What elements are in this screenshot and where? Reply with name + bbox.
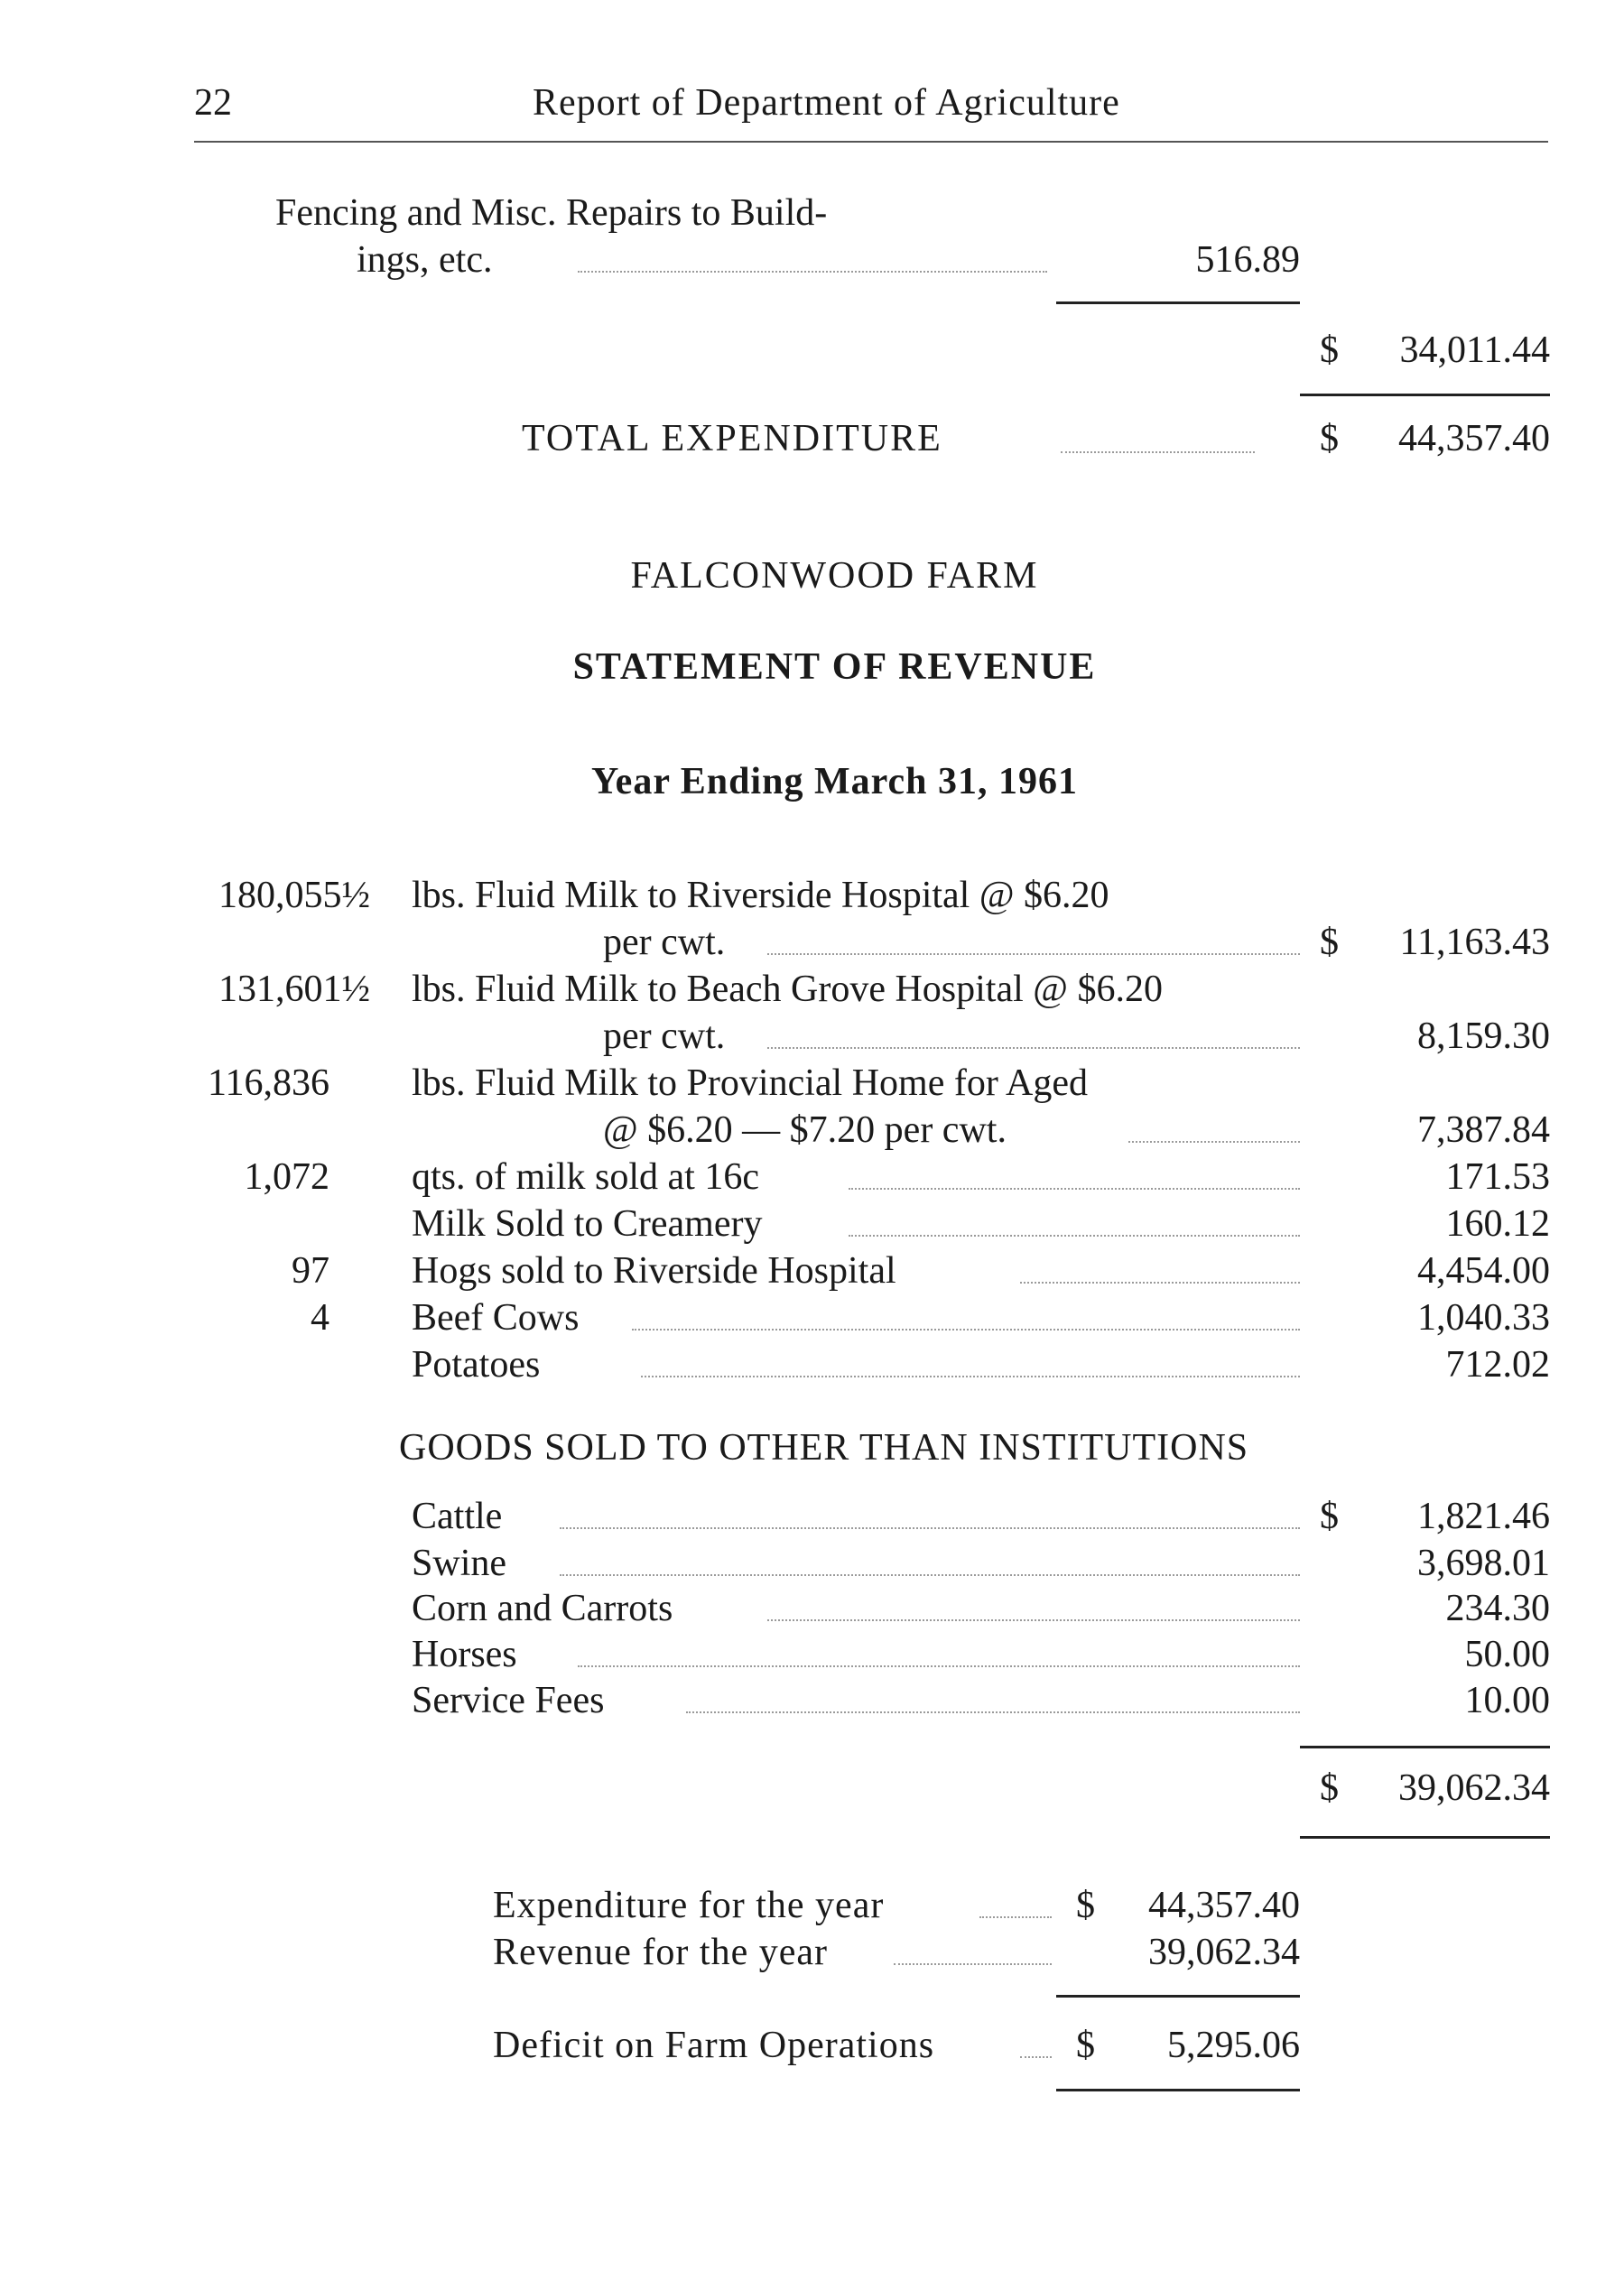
expenditure-amount: 44,357.40 — [1148, 1885, 1300, 1926]
revenue-desc: Hogs sold to Riverside Hospital — [412, 1250, 896, 1292]
leader-dots — [1020, 2056, 1052, 2058]
goods-amount: 50.00 — [1464, 1634, 1550, 1675]
carryover-item-line2: ings, etc. — [357, 239, 493, 281]
revenue-desc: lbs. Fluid Milk to Beach Grove Hospital @ $6.20 — [412, 969, 1163, 1010]
statement-heading: STATEMENT OF REVENUE — [572, 646, 1097, 688]
goods-amount: 10.00 — [1464, 1680, 1550, 1721]
revenue-amount: 11,163.43 — [1399, 922, 1550, 963]
goods-heading: GOODS SOLD TO OTHER THAN INSTITUTIONS — [399, 1427, 1249, 1469]
header-rule — [194, 141, 1548, 143]
expenditure-currency: $ — [1076, 1885, 1095, 1926]
goods-label: Corn and Carrots — [412, 1588, 673, 1629]
goods-amount: 234.30 — [1445, 1588, 1550, 1629]
leader-dots — [894, 1963, 1052, 1965]
leader-dots — [849, 1235, 1300, 1237]
revenue-qty: 4 — [311, 1297, 329, 1339]
revenue-qty: 97 — [292, 1250, 329, 1292]
revenue-desc-cont: @ $6.20 — $7.20 per cwt. — [603, 1109, 1007, 1151]
revenue-currency: $ — [1320, 922, 1339, 963]
leader-dots — [578, 1665, 1300, 1667]
leader-dots — [849, 1188, 1300, 1190]
revenue-total-currency: $ — [1320, 1767, 1339, 1809]
revenue-total-underline — [1300, 1836, 1550, 1839]
running-title: Report of Department of Agriculture — [533, 82, 1120, 124]
leader-dots — [767, 1047, 1300, 1049]
subtotal-currency: $ — [1320, 329, 1339, 371]
revenue-amount: 1,040.33 — [1417, 1297, 1550, 1339]
goods-label: Cattle — [412, 1496, 503, 1537]
leader-dots — [1061, 451, 1255, 453]
carryover-item-line1: Fencing and Misc. Repairs to Build- — [275, 192, 828, 234]
page-number: 22 — [194, 82, 232, 124]
goods-currency: $ — [1320, 1496, 1339, 1537]
total-currency: $ — [1320, 418, 1339, 459]
goods-label: Horses — [412, 1634, 517, 1675]
revenue-qty: 116,836 — [208, 1062, 329, 1104]
deficit-label: Deficit on Farm Operations — [493, 2025, 935, 2066]
leader-dots — [560, 1527, 1300, 1529]
revenue-label: Revenue for the year — [493, 1932, 828, 1973]
revenue-amount: 712.02 — [1445, 1344, 1550, 1386]
deficit-underline — [1056, 2089, 1300, 2091]
deficit-amount: 5,295.06 — [1167, 2025, 1300, 2066]
goods-label: Swine — [412, 1543, 506, 1584]
revenue-desc-cont: per cwt. — [603, 1015, 726, 1057]
revenue-total-rule — [1300, 1746, 1550, 1748]
total-expenditure-label: TOTAL EXPENDITURE — [522, 418, 942, 459]
goods-amount: 3,698.01 — [1417, 1543, 1550, 1584]
revenue-total-amount: 39,062.34 — [1398, 1767, 1550, 1809]
carryover-item-amount: 516.89 — [1195, 239, 1300, 281]
revenue-desc: Milk Sold to Creamery — [412, 1203, 763, 1245]
revenue-amount: 7,387.84 — [1417, 1109, 1550, 1151]
leader-dots — [686, 1711, 1300, 1713]
revenue-amount: 8,159.30 — [1417, 1015, 1550, 1057]
leader-dots — [979, 1916, 1052, 1918]
leader-dots — [1128, 1141, 1300, 1143]
revenue-amount: 4,454.00 — [1417, 1250, 1550, 1292]
revenue-amount: 171.53 — [1445, 1156, 1550, 1198]
leader-dots — [767, 1619, 1300, 1621]
total-rule — [1300, 394, 1550, 396]
leader-dots — [560, 1574, 1300, 1576]
goods-amount: 1,821.46 — [1417, 1496, 1550, 1537]
total-expenditure-amount: 44,357.40 — [1398, 418, 1550, 459]
deficit-currency: $ — [1076, 2025, 1095, 2066]
leader-dots — [632, 1329, 1300, 1331]
revenue-desc: qts. of milk sold at 16c — [412, 1156, 759, 1198]
leader-dots — [641, 1376, 1300, 1377]
subtotal-amount: 34,011.44 — [1399, 329, 1550, 371]
revenue-desc: lbs. Fluid Milk to Riverside Hospital @ $6.20 — [412, 875, 1109, 916]
expenditure-label: Expenditure for the year — [493, 1885, 885, 1926]
farm-heading: FALCONWOOD FARM — [630, 555, 1039, 597]
leader-dots — [1020, 1282, 1300, 1284]
leader-dots — [578, 271, 1047, 273]
revenue-qty: 131,601½ — [218, 969, 370, 1010]
subtotal-rule — [1056, 301, 1300, 304]
revenue-qty: 1,072 — [244, 1156, 329, 1198]
revenue-desc: Beef Cows — [412, 1297, 580, 1339]
revenue-summary-amount: 39,062.34 — [1148, 1932, 1300, 1973]
revenue-qty: 180,055½ — [218, 875, 370, 916]
revenue-desc-cont: per cwt. — [603, 922, 726, 963]
summary-rule — [1056, 1995, 1300, 1998]
revenue-amount: 160.12 — [1445, 1203, 1550, 1245]
revenue-desc: lbs. Fluid Milk to Provincial Home for Aged — [412, 1062, 1088, 1104]
period-heading: Year Ending March 31, 1961 — [591, 761, 1078, 802]
leader-dots — [767, 953, 1300, 955]
revenue-desc: Potatoes — [412, 1344, 541, 1386]
goods-label: Service Fees — [412, 1680, 605, 1721]
